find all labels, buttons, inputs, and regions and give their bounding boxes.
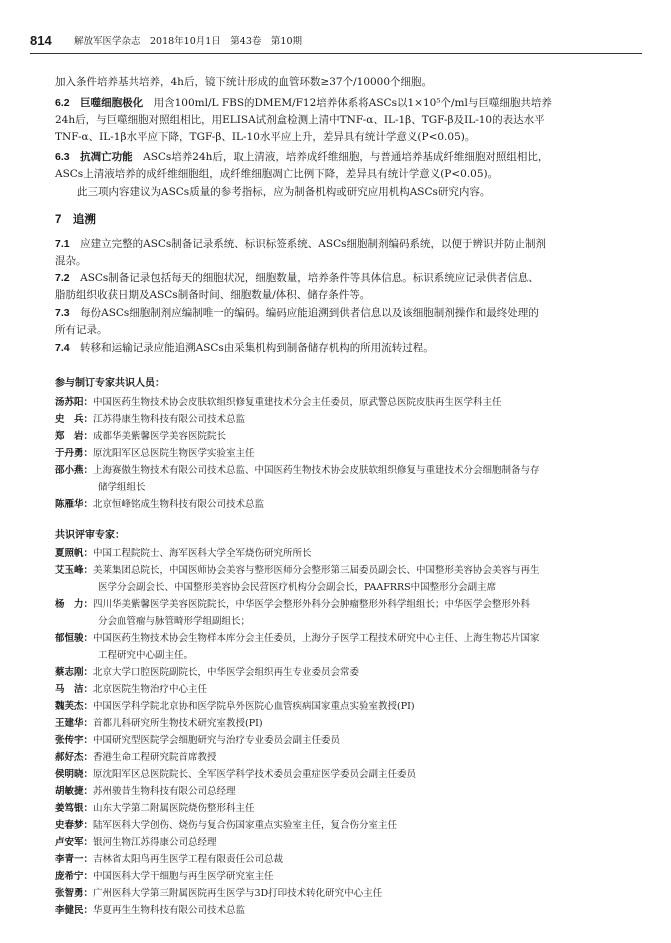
item-number: 7.4	[55, 342, 70, 354]
reviewer-entry	[55, 545, 620, 562]
member-line: 吉林省太阳鸟再生医学工程有限责任公司总裁	[93, 854, 284, 865]
reviewer-entry	[55, 800, 620, 817]
item-number: 6.3	[55, 151, 70, 163]
member-line: 首都儿科研究所生物技术研究室教授(PI)	[93, 718, 263, 729]
member-name: 侯明晓：	[55, 769, 94, 780]
reviewer-entry	[55, 732, 620, 749]
member-line: 医学分会副会长、中国整形美容协会民营医疗机构分会副会长，PAAFRRS中国整形分会副主席	[98, 582, 497, 593]
member-line: 中国医药生物技术协会生物样本库分会主任委员，上海分子医学工程技术研究中心主任、上海生物芯片国家	[93, 633, 540, 644]
member-line: 北京恒峰铭成生物科技有限公司技术总监	[93, 499, 265, 510]
member-name: 姜笃银：	[55, 803, 94, 814]
member-name: 张传宇：	[55, 735, 94, 746]
member-name: 李健民：	[55, 905, 94, 916]
member-line: 工程研究中心副主任。	[98, 650, 194, 661]
reviewer-entry	[55, 766, 620, 783]
member-line: 成都华美紫馨医学美容医院院长	[93, 431, 227, 442]
page-header	[30, 33, 642, 54]
member-name: 蔡志刚：	[55, 667, 94, 678]
member-name: 魏芙杰：	[55, 701, 94, 712]
member-line: 美莱集团总院长，中国医师协会美容与整形医师分会整形第三届委员副会长、中国整形美容协会美容与再生	[93, 565, 540, 576]
reviewer-entry	[55, 902, 620, 919]
reviewer-entry	[55, 715, 620, 732]
member-line: 中国医学科学院北京协和医学院阜外医院心血管疾病国家重点实验室教授(PI)	[93, 701, 415, 712]
member-name: 邵小燕：	[55, 465, 94, 476]
journal-info: 解放军医学杂志 2018年10月1日 第43卷 第10期	[74, 36, 302, 47]
item-number: 7.1	[55, 238, 70, 250]
member-name: 史 兵：	[55, 414, 94, 425]
member-line: 华夏再生生物科技有限公司技术总监	[93, 905, 246, 916]
participant-entry	[55, 411, 620, 428]
member-name: 陈雁华：	[55, 499, 94, 510]
item-number: 7.2	[55, 272, 70, 284]
member-name: 艾玉峰：	[55, 565, 94, 576]
item-line: 混杂。	[55, 255, 87, 267]
participants-title: 参与制订专家共识人员：	[55, 378, 165, 389]
reviewer-entry	[55, 596, 620, 630]
participant-entry	[55, 428, 620, 445]
intro-line: 加入条件培养基共培养，4h后，镜下统计形成的血管环数≥37个/10000个细胞。	[55, 76, 433, 88]
section-7-heading: 7 追溯	[55, 214, 96, 226]
page-number: 814	[30, 33, 52, 48]
reviewer-entry	[55, 562, 620, 596]
item-line: 所有记录。	[55, 324, 108, 336]
member-line: 储学组组长	[98, 482, 146, 493]
item-number: 7.3	[55, 307, 70, 319]
reviewer-entry	[55, 783, 620, 800]
participant-entry	[55, 496, 620, 513]
member-name: 马 洁：	[55, 684, 94, 695]
participant-entry	[55, 445, 620, 462]
item-title: 巨噬细胞极化	[80, 97, 144, 109]
item-7-3	[55, 305, 620, 339]
reviewer-entry	[55, 664, 620, 681]
reviewer-entry	[55, 868, 620, 885]
reviewer-entry	[55, 698, 620, 715]
item-line: 24h后，与巨噬细胞对照组相比，用ELISA试剂盒检测上清中TNF-α、IL-1β、TGF-β及IL-10的表达水平	[55, 114, 545, 126]
member-line: 原沈阳军区总医院生物医学实验室主任	[93, 448, 255, 459]
item-6-3	[55, 149, 620, 183]
item-line: 每份ASCs细胞制剂应编制唯一的编码。编码应能追溯到供者信息以及该细胞制剂操作和最终处理的	[80, 307, 539, 319]
item-line: TNF-α、IL-1β水平应下降，TGF-β、IL-10水平应上升，差异具有统计学意义(P<0.05)。	[55, 131, 476, 143]
member-name: 郑 岩：	[55, 431, 94, 442]
member-name: 王建华：	[55, 718, 94, 729]
member-name: 夏照帆：	[55, 548, 94, 559]
reviewer-entry	[55, 749, 620, 766]
member-name: 胡敏捷：	[55, 786, 94, 797]
member-line: 北京大学口腔医院副院长，中华医学会组织再生专业委员会常委	[93, 667, 360, 678]
item-line: 转移和运输记录应能追溯ASCs由采集机构到制备储存机构的所用流转过程。	[80, 342, 434, 354]
reviewer-entry	[55, 885, 620, 902]
item-line: ASCs培养24h后，取上清液，培养成纤维细胞，与普通培养基成纤维细胞对照组相比，	[143, 151, 549, 163]
member-line: 分会血管瘤与脉管畸形学组副组长；	[98, 616, 251, 627]
item-7-1	[55, 236, 620, 270]
member-name: 郁恒骏：	[55, 633, 94, 644]
member-line: 银河生物江苏得康公司总经理	[93, 837, 217, 848]
reviewer-entry	[55, 630, 620, 664]
member-line: 上海赛傲生物技术有限公司技术总监、中国医药生物技术协会皮肤软组织修复与重建技术分会细胞制备与存	[93, 465, 540, 476]
closing-paragraph: 此三项内容建议为ASCs质量的参考指标，应为制备机构或研究应用机构ASCs研究内容。	[77, 186, 491, 198]
member-name: 汤苏阳：	[55, 397, 94, 408]
item-line: ASCs制备记录包括每天的细胞状况，细胞数量，培养条件等具体信息。标识系统应记录供者信息、	[80, 272, 539, 284]
item-line: 用含100ml/L FBS的DMEM/F12培养体系将ASCs以1×10⁵个/ml与巨噬细胞共培养	[153, 97, 552, 109]
member-line: 山东大学第二附属医院烧伤整形科主任	[93, 803, 255, 814]
participant-entry	[55, 462, 620, 496]
member-line: 中国医药生物技术协会皮肤软组织修复重建技术分会主任委员，原武警总医院皮肤再生医学科主任	[93, 397, 502, 408]
item-7-2	[55, 270, 620, 304]
member-line: 广州医科大学第三附属医院再生医学与3D打印技术转化研究中心主任	[93, 888, 383, 899]
member-name: 杨 力：	[55, 599, 94, 610]
participant-entry	[55, 394, 620, 411]
reviewer-entry	[55, 834, 620, 851]
item-line: 脂肪组织收获日期及ASCs制备时间、细胞数量/体积、储存条件等。	[55, 289, 371, 301]
item-7-4	[55, 340, 620, 357]
member-line: 四川华美紫馨医学美容医院院长，中华医学会整形外科分会肿瘤整形外科学组组长；中华医学会整形外科	[93, 599, 531, 610]
member-line: 中国医科大学干细胞与再生医学研究室主任	[93, 871, 274, 882]
item-title: 抗凋亡功能	[80, 151, 133, 163]
item-number: 6.2	[55, 97, 70, 109]
member-line: 中国研究型医院学会细胞研究与治疗专业委员会副主任委员	[93, 735, 341, 746]
member-name: 李青一：	[55, 854, 94, 865]
reviewer-entry	[55, 681, 620, 698]
member-line: 香港生命工程研究院首席教授	[93, 752, 217, 763]
item-line: ASCs上清液培养的成纤维细胞组，成纤维细胞凋亡比例下降，差异具有统计学意义(P<0.05)。	[55, 168, 499, 180]
member-name: 卢安军：	[55, 837, 94, 848]
member-name: 张智勇：	[55, 888, 94, 899]
member-name: 郝好杰：	[55, 752, 94, 763]
item-6-2	[55, 95, 620, 146]
item-line: 应建立完整的ASCs制备记录系统、标识标签系统、ASCs细胞制剂编码系统，以便于辨识并防止制剂	[80, 238, 547, 250]
member-line: 陆军医科大学创伤、烧伤与复合伤国家重点实验室主任，复合伤分室主任	[93, 820, 398, 831]
member-line: 江苏得康生物科技有限公司技术总监	[93, 414, 246, 425]
member-line: 原沈阳军区总医院院长、全军医学科学技术委员会重症医学委员会副主任委员	[93, 769, 417, 780]
reviewer-entry	[55, 851, 620, 868]
reviewer-entry	[55, 817, 620, 834]
member-name: 史春梦：	[55, 820, 94, 831]
member-line: 北京医院生物治疗中心主任	[93, 684, 208, 695]
member-name: 庞希宁：	[55, 871, 94, 882]
reviewers-title: 共识评审专家：	[55, 530, 125, 541]
member-line: 中国工程院院士、海军医科大学全军烧伤研究所所长	[93, 548, 312, 559]
member-line: 苏州骏昔生物科技有限公司总经理	[93, 786, 236, 797]
member-name: 于丹勇：	[55, 448, 94, 459]
